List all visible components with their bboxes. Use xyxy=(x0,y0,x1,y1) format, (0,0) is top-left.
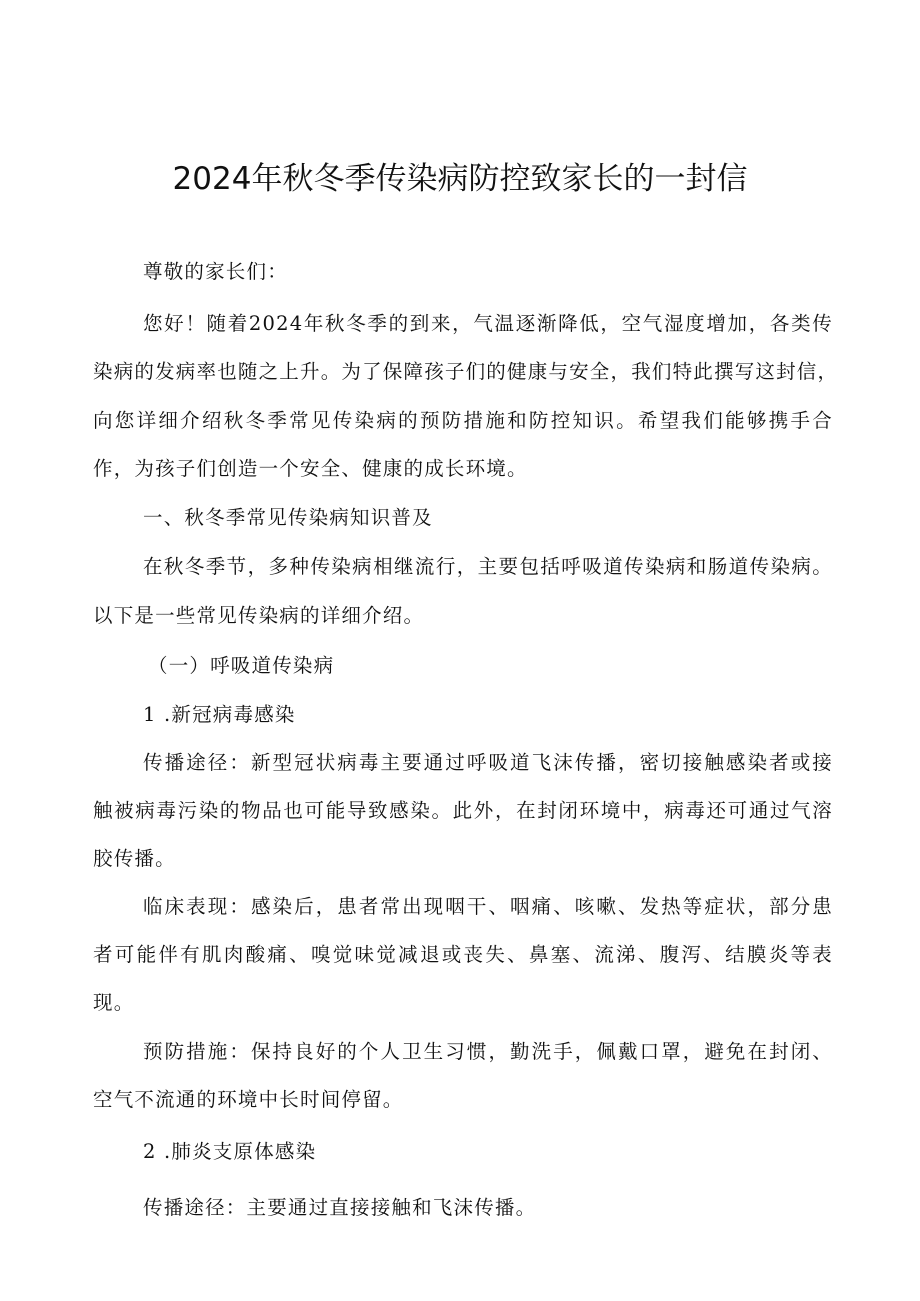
item2-heading: 2 .肺炎支原体感染 xyxy=(143,1140,317,1163)
item1-prevention-line-1: 预防措施：保持良好的个人卫生习惯，勤洗手，佩戴口罩，避免在封闭、 xyxy=(143,1040,833,1063)
item1-transmission-line-3: 胶传播。 xyxy=(93,847,176,870)
item1-transmission-line-2: 触被病毒污染的物品也可能导致感染。此外，在封闭环境中，病毒还可通过气溶 xyxy=(93,799,833,822)
intro-line-3: 向您详细介绍秋冬季常见传染病的预防措施和防控知识。希望我们能够携手合 xyxy=(93,409,833,432)
item1-prevention-line-2: 空气不流通的环境中长时间停留。 xyxy=(93,1088,404,1111)
item1-symptom-line-2: 者可能伴有肌肉酸痛、嗅觉味觉减退或丧失、鼻塞、流涕、腹泻、结膜炎等表 xyxy=(93,943,833,966)
item1-heading: 1 .新冠病毒感染 xyxy=(143,703,296,726)
item1-transmission-line-1: 传播途径：新型冠状病毒主要通过呼吸道飞沫传播，密切接触感染者或接 xyxy=(143,751,833,774)
item1-symptom-line-1: 临床表现：感染后，患者常出现咽干、咽痛、咳嗽、发热等症状，部分患 xyxy=(143,895,833,918)
section1-line-1: 在秋冬季节，多种传染病相继流行，主要包括呼吸道传染病和肠道传染病。 xyxy=(143,555,833,578)
section1-heading: 一、秋冬季常见传染病知识普及 xyxy=(143,506,433,529)
item1-symptom-line-3: 现。 xyxy=(93,991,135,1014)
intro-line-1: 您好！随着2024年秋冬季的到来，气温逐渐降低，空气湿度增加，各类传 xyxy=(143,312,833,335)
section1-line-2: 以下是一些常见传染病的详细介绍。 xyxy=(93,604,425,627)
intro-line-2: 染病的发病率也随之上升。为了保障孩子们的健康与安全，我们特此撰写这封信， xyxy=(93,360,839,383)
item2-transmission-line: 传播途径：主要通过直接接触和飞沫传播。 xyxy=(143,1196,537,1219)
intro-line-4: 作，为孩子们创造一个安全、健康的成长环境。 xyxy=(93,457,528,480)
document-title: 2024年秋冬季传染病防控致家长的一封信 xyxy=(172,161,748,197)
greeting: 尊敬的家长们： xyxy=(143,260,288,283)
subsection1-heading: （一）呼吸道传染病 xyxy=(148,654,335,677)
